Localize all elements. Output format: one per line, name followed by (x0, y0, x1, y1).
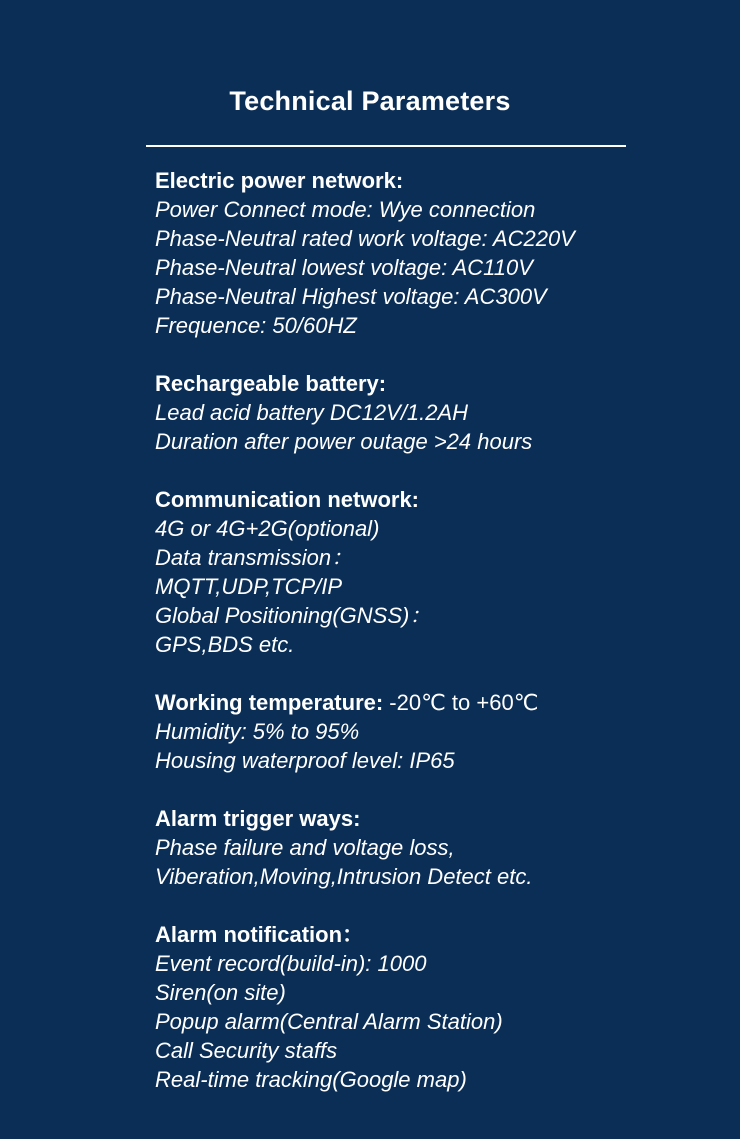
section-heading: Working temperature: (155, 690, 384, 715)
temperature-range: -20℃ to +60℃ (383, 690, 539, 715)
parameter-line: Phase-Neutral lowest voltage: AC110V (155, 255, 533, 280)
section-heading-row (155, 688, 715, 717)
parameter-line: Lead acid battery DC12V/1.2AH (155, 400, 469, 425)
parameter-line: Siren(on site) (155, 980, 286, 1005)
parameter-line: Call Security staffs (155, 1038, 338, 1063)
parameter-line: Phase-Neutral Highest voltage: AC300V (155, 284, 547, 309)
section-heading: Alarm notification： (155, 922, 365, 947)
parameters-list (155, 166, 715, 1123)
page-title: Technical Parameters (229, 86, 511, 116)
parameter-line: Phase-Neutral rated work voltage: AC220V (155, 226, 575, 251)
section-heading: Communication network: (155, 487, 420, 512)
parameter-line: Duration after power outage >24 hours (155, 429, 533, 454)
parameter-line: Event record(build-in): 1000 (155, 951, 427, 976)
section-heading: Alarm trigger ways: (155, 806, 361, 831)
parameter-line: Popup alarm(Central Alarm Station) (155, 1009, 503, 1034)
parameter-line: Frequence: 50/60HZ (155, 313, 357, 338)
parameter-line: Housing waterproof level: IP65 (155, 748, 455, 773)
parameter-line: Real-time tracking(Google map) (155, 1067, 467, 1092)
section-electric-power-network (155, 166, 715, 340)
title-divider (146, 145, 626, 147)
parameter-line: Viberation,Moving,Intrusion Detect etc. (155, 864, 533, 889)
parameter-line: 4G or 4G+2G(optional) (155, 516, 380, 541)
section-alarm-notification (155, 920, 715, 1094)
parameter-line: GPS,BDS etc. (155, 632, 295, 657)
parameter-line: Power Connect mode: Wye connection (155, 197, 536, 222)
section-rechargeable-battery (155, 369, 715, 456)
section-heading: Electric power network: (155, 168, 404, 193)
parameter-line: Phase failure and voltage loss, (155, 835, 455, 860)
section-working-temperature (155, 688, 715, 775)
parameter-line: MQTT,UDP,TCP/IP (155, 574, 343, 599)
section-alarm-trigger-ways (155, 804, 715, 891)
parameter-line: Data transmission： (155, 545, 354, 570)
parameter-line: Humidity: 5% to 95% (155, 719, 360, 744)
parameter-line: Global Positioning(GNSS)： (155, 603, 432, 628)
section-communication-network (155, 485, 715, 659)
section-heading: Rechargeable battery: (155, 371, 387, 396)
